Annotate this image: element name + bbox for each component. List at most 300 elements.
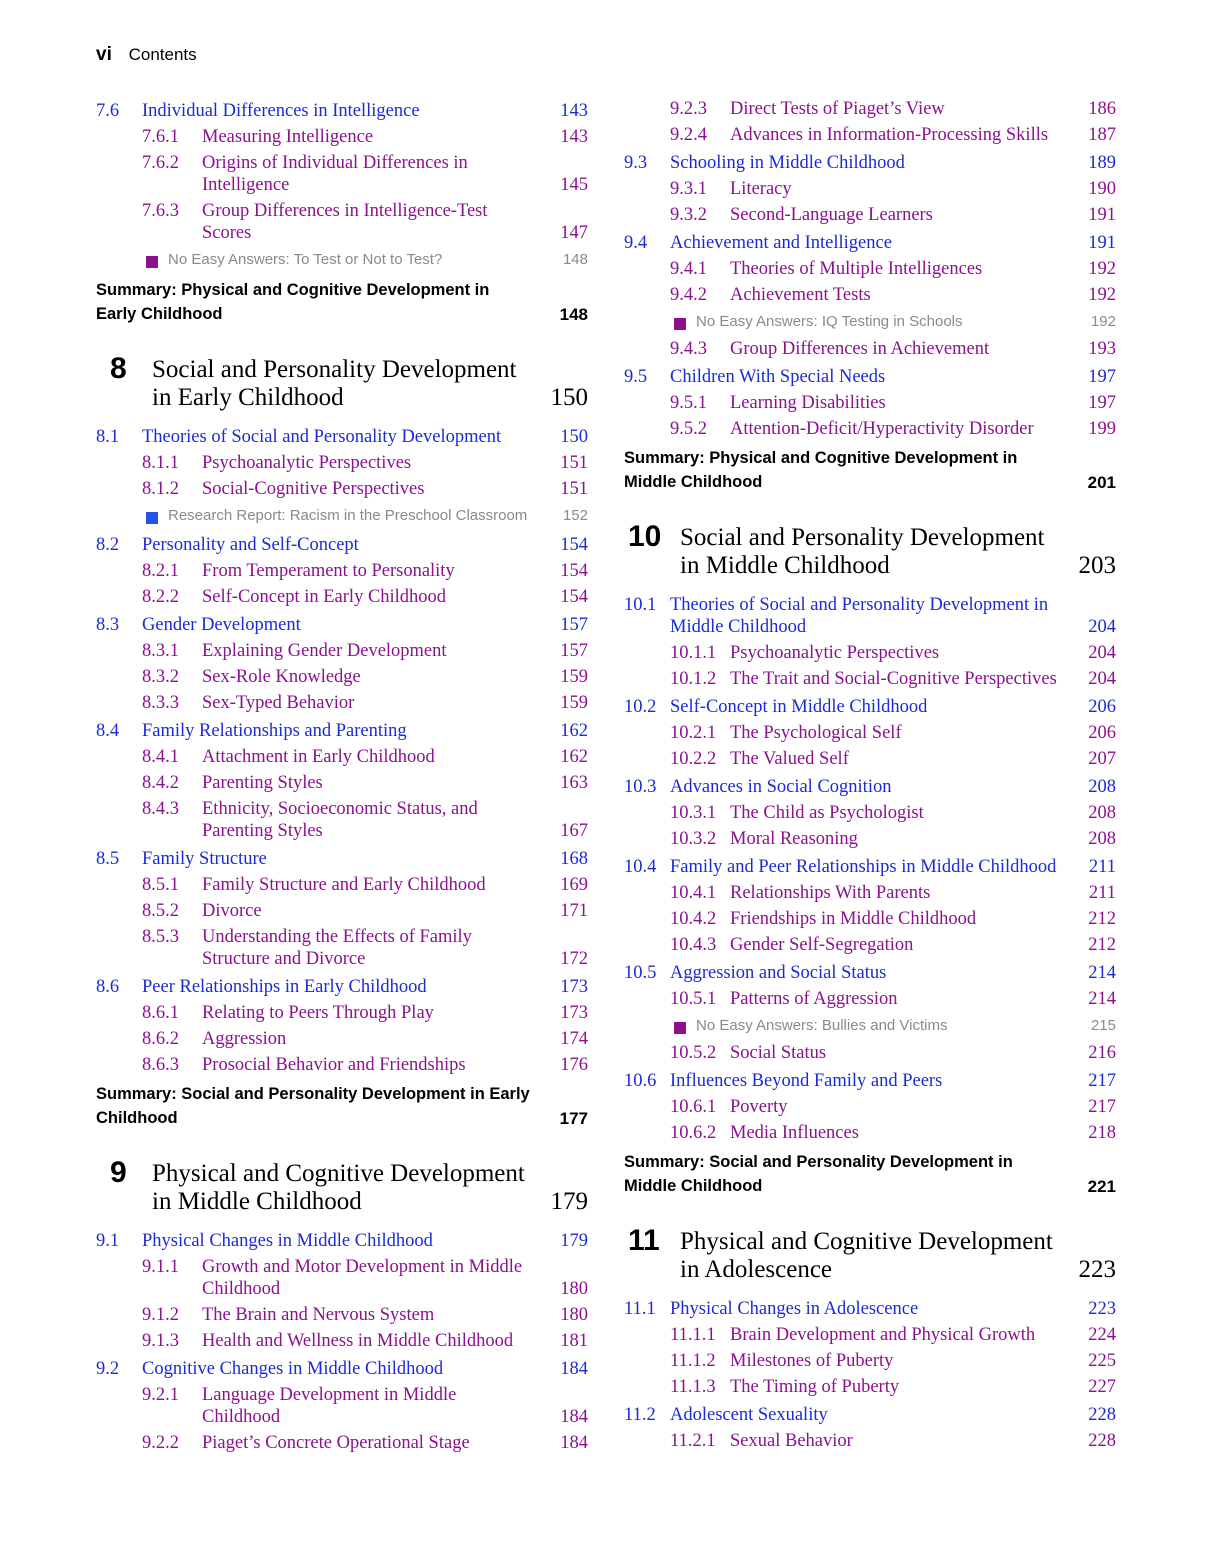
section-title: Self-Concept in Middle Childhood [670, 697, 928, 717]
section-title: Aggression and Social Status [670, 963, 887, 983]
chapter-number: 10 [628, 520, 662, 553]
subsection-number: 8.6.1 [142, 1003, 179, 1023]
subsection-entry[interactable] [624, 416, 1116, 442]
section-entry[interactable] [624, 772, 1116, 800]
section-page: 150 [560, 427, 588, 447]
subsection-title: Self-Concept in Early Childhood [202, 587, 447, 607]
section-number: 10.5 [624, 963, 657, 983]
subsection-entry[interactable] [624, 96, 1116, 122]
subsection-entry[interactable] [96, 924, 588, 972]
subsection-title: Relationships With Parents [730, 883, 931, 903]
section-entry[interactable] [624, 362, 1116, 390]
subsection-entry[interactable] [624, 1348, 1116, 1374]
subsection-page: 174 [560, 1029, 588, 1049]
subsection-title: Attention-Deficit/Hyperactivity Disorder [730, 419, 1034, 439]
square-bullet-icon [146, 256, 158, 268]
section-title: Gender Development [142, 615, 301, 635]
subsection-page: 184 [560, 1433, 588, 1453]
subsection-page: 208 [1088, 829, 1116, 849]
subsection-entry[interactable] [624, 176, 1116, 202]
summary-title: Summary: Physical and Cognitive Development in Early Childhood [96, 281, 490, 323]
summary-page: 221 [1087, 1177, 1116, 1196]
section-title: Theories of Social and Personality Development [142, 427, 502, 447]
section-number: 8.2 [96, 535, 120, 555]
section-page: 204 [1088, 617, 1116, 637]
toc-right-column [624, 96, 1116, 1454]
subsection-page: 143 [560, 127, 588, 147]
subsection-entry[interactable] [624, 720, 1116, 746]
subsection-title: Learning Disabilities [730, 393, 886, 413]
subsection-number: 10.6.2 [670, 1123, 717, 1143]
subsection-number: 10.5.1 [670, 989, 717, 1009]
subsection-page: 191 [1088, 205, 1116, 225]
subsection-title: Sex-Typed Behavior [202, 693, 355, 713]
chapter-title: Social and Personality Development in Early Childhood [152, 356, 517, 411]
section-title: Family Relationships and Parenting [142, 721, 407, 741]
square-bullet-icon [146, 512, 158, 524]
subsection-number: 7.6.3 [142, 201, 179, 221]
subsection-page: 225 [1088, 1351, 1116, 1371]
subsection-title: Advances in Information-Processing Skills [730, 125, 1049, 145]
subsection-title: Language Development in Middle Childhood [202, 1385, 457, 1427]
subsection-page: 180 [560, 1279, 588, 1299]
summary-entry[interactable] [624, 1150, 1116, 1198]
subsection-title: Milestones of Puberty [730, 1351, 894, 1371]
section-entry[interactable] [96, 716, 588, 744]
subsection-entry[interactable] [96, 124, 588, 150]
section-title: Influences Beyond Family and Peers [670, 1071, 943, 1091]
chapter-heading[interactable] [624, 520, 1116, 580]
square-bullet-icon [674, 1022, 686, 1034]
subsection-number: 8.1.2 [142, 479, 179, 499]
subsection-number: 8.3.2 [142, 667, 179, 687]
section-entry[interactable] [624, 692, 1116, 720]
subsection-title: Psychoanalytic Perspectives [730, 643, 940, 663]
subsection-number: 9.2.1 [142, 1385, 179, 1405]
subsection-entry[interactable] [624, 1374, 1116, 1400]
subsection-title: Patterns of Aggression [730, 989, 898, 1009]
subsection-page: 162 [560, 747, 588, 767]
section-entry[interactable] [624, 1294, 1116, 1322]
subsection-title: Group Differences in Intelligence-Test Scores [202, 201, 488, 243]
subsection-number: 8.2.1 [142, 561, 179, 581]
section-title: Individual Differences in Intelligence [142, 101, 420, 121]
subsection-entry[interactable] [624, 1120, 1116, 1146]
section-page: 154 [560, 535, 588, 555]
subsection-entry[interactable] [624, 202, 1116, 228]
summary-page: 177 [559, 1109, 588, 1128]
subsection-entry[interactable] [96, 770, 588, 796]
section-number: 8.3 [96, 615, 120, 635]
subsection-page: 193 [1088, 339, 1116, 359]
subsection-entry[interactable] [624, 640, 1116, 666]
section-entry[interactable] [624, 1400, 1116, 1428]
section-number: 11.1 [624, 1299, 656, 1319]
section-number: 9.3 [624, 153, 648, 173]
subsection-title: Aggression [202, 1029, 287, 1049]
subsection-page: 192 [1088, 285, 1116, 305]
subsection-title: Media Influences [730, 1123, 859, 1143]
subsection-page: 187 [1088, 125, 1116, 145]
section-number: 7.6 [96, 101, 120, 121]
subsection-number: 8.5.3 [142, 927, 179, 947]
section-entry[interactable] [96, 96, 588, 124]
subsection-page: 212 [1088, 909, 1116, 929]
subsection-entry[interactable] [624, 256, 1116, 282]
subsection-page: 169 [560, 875, 588, 895]
subsection-title: Ethnicity, Socioeconomic Status, and Parenting Styles [202, 799, 478, 841]
subsection-entry[interactable] [624, 1040, 1116, 1066]
summary-title: Summary: Social and Personality Development in Early Childhood [96, 1085, 530, 1127]
subsection-number: 10.4.1 [670, 883, 717, 903]
subsection-title: The Brain and Nervous System [202, 1305, 435, 1325]
section-title: Children With Special Needs [670, 367, 886, 387]
subsection-entry[interactable] [624, 1094, 1116, 1120]
subsection-number: 8.6.3 [142, 1055, 179, 1075]
section-title: Schooling in Middle Childhood [670, 153, 905, 173]
chapter-page: 150 [550, 384, 588, 411]
subsection-number: 10.6.1 [670, 1097, 717, 1117]
subsection-number: 10.5.2 [670, 1043, 717, 1063]
section-entry[interactable] [96, 1226, 588, 1254]
subsection-entry[interactable] [96, 1430, 588, 1456]
summary-title: Summary: Social and Personality Development in Middle Childhood [624, 1153, 1013, 1195]
subsection-number: 9.1.3 [142, 1331, 179, 1351]
feature-box-page: 148 [562, 251, 588, 268]
section-title: Physical Changes in Adolescence [670, 1299, 919, 1319]
square-bullet-icon [674, 318, 686, 330]
subsection-entry[interactable] [96, 558, 588, 584]
subsection-title: Relating to Peers Through Play [202, 1003, 434, 1023]
subsection-entry[interactable] [96, 796, 588, 844]
subsection-entry[interactable] [96, 584, 588, 610]
feature-box-entry[interactable] [624, 308, 1116, 336]
subsection-number: 9.2.2 [142, 1433, 179, 1453]
page-header [96, 44, 197, 66]
section-entry[interactable] [624, 228, 1116, 256]
subsection-title: Attachment in Early Childhood [202, 747, 435, 767]
section-number: 10.4 [624, 857, 657, 877]
subsection-entry[interactable] [624, 986, 1116, 1012]
subsection-number: 10.2.2 [670, 749, 717, 769]
subsection-entry[interactable] [624, 282, 1116, 308]
feature-box-page: 152 [562, 507, 588, 524]
chapter-number: 11 [628, 1224, 660, 1257]
summary-page: 148 [559, 305, 588, 324]
section-page: 197 [1088, 367, 1116, 387]
feature-box-page: 192 [1090, 313, 1116, 330]
subsection-number: 10.4.3 [670, 935, 717, 955]
subsection-page: 173 [560, 1003, 588, 1023]
subsection-page: 157 [560, 641, 588, 661]
subsection-number: 9.4.2 [670, 285, 707, 305]
section-page: 191 [1088, 233, 1116, 253]
subsection-title: Prosocial Behavior and Friendships [202, 1055, 466, 1075]
subsection-entry[interactable] [624, 666, 1116, 692]
subsection-number: 9.5.1 [670, 393, 707, 413]
subsection-title: Sexual Behavior [730, 1431, 853, 1451]
section-number: 8.1 [96, 427, 120, 447]
subsection-number: 9.2.3 [670, 99, 707, 119]
feature-box-title: Research Report: Racism in the Preschool Classroom [168, 507, 528, 524]
chapter-number: 9 [110, 1156, 127, 1189]
feature-box-entry[interactable] [624, 1012, 1116, 1040]
subsection-entry[interactable] [624, 336, 1116, 362]
subsection-title: Achievement Tests [730, 285, 871, 305]
subsection-entry[interactable] [624, 1322, 1116, 1348]
subsection-number: 8.3.3 [142, 693, 179, 713]
section-page: 168 [560, 849, 588, 869]
subsection-number: 8.5.1 [142, 875, 179, 895]
subsection-number: 7.6.1 [142, 127, 179, 147]
chapter-page: 223 [1078, 1256, 1116, 1283]
section-entry[interactable] [96, 1354, 588, 1382]
subsection-entry[interactable] [624, 1428, 1116, 1454]
subsection-entry[interactable] [96, 450, 588, 476]
section-number: 10.2 [624, 697, 657, 717]
subsection-page: 151 [560, 453, 588, 473]
summary-entry[interactable] [96, 278, 588, 326]
subsection-title: Parenting Styles [202, 773, 323, 793]
section-title: Personality and Self-Concept [142, 535, 359, 555]
subsection-title: Health and Wellness in Middle Childhood [202, 1331, 514, 1351]
section-page: 211 [1088, 857, 1116, 877]
chapter-page: 179 [550, 1188, 588, 1215]
section-page: 189 [1088, 153, 1116, 173]
summary-entry[interactable] [624, 446, 1116, 494]
subsection-title: Social-Cognitive Perspectives [202, 479, 425, 499]
feature-box-title: No Easy Answers: IQ Testing in Schools [696, 313, 963, 330]
section-entry[interactable] [96, 530, 588, 558]
subsection-entry[interactable] [96, 638, 588, 664]
subsection-page: 171 [560, 901, 588, 921]
subsection-number: 9.4.1 [670, 259, 707, 279]
subsection-entry[interactable] [96, 198, 588, 246]
section-page: 173 [560, 977, 588, 997]
subsection-page: 186 [1088, 99, 1116, 119]
subsection-title: The Child as Psychologist [730, 803, 924, 823]
section-number: 8.5 [96, 849, 120, 869]
section-number: 10.1 [624, 595, 657, 615]
subsection-number: 11.1.3 [670, 1377, 716, 1397]
subsection-page: 159 [560, 667, 588, 687]
subsection-title: Poverty [730, 1097, 788, 1117]
chapter-title: Physical and Cognitive Development in Adolescence [680, 1228, 1053, 1283]
subsection-entry[interactable] [624, 800, 1116, 826]
subsection-page: 228 [1088, 1431, 1116, 1451]
section-entry[interactable] [96, 610, 588, 638]
section-title: Achievement and Intelligence [670, 233, 892, 253]
section-page: 223 [1088, 1299, 1116, 1319]
subsection-page: 167 [560, 821, 588, 841]
feature-box-entry[interactable] [96, 246, 588, 274]
subsection-number: 9.1.2 [142, 1305, 179, 1325]
subsection-page: 197 [1088, 393, 1116, 413]
subsection-entry[interactable] [96, 1000, 588, 1026]
section-entry[interactable] [624, 958, 1116, 986]
subsection-page: 151 [560, 479, 588, 499]
subsection-page: 206 [1088, 723, 1116, 743]
subsection-entry[interactable] [96, 1026, 588, 1052]
subsection-number: 9.5.2 [670, 419, 707, 439]
subsection-page: 176 [560, 1055, 588, 1075]
subsection-title: Growth and Motor Development in Middle Childhood [202, 1257, 523, 1299]
section-title: Theories of Social and Personality Development in Middle Childhood [670, 595, 1049, 637]
section-entry[interactable] [96, 422, 588, 450]
section-entry[interactable] [96, 972, 588, 1000]
section-entry[interactable] [624, 1066, 1116, 1094]
section-entry[interactable] [624, 590, 1116, 640]
subsection-page: 147 [560, 223, 588, 243]
subsection-title: From Temperament to Personality [202, 561, 455, 581]
subsection-number: 7.6.2 [142, 153, 179, 173]
section-entry[interactable] [624, 148, 1116, 176]
section-title: Cognitive Changes in Middle Childhood [142, 1359, 444, 1379]
subsection-title: The Valued Self [730, 749, 849, 769]
subsection-number: 11.1.2 [670, 1351, 716, 1371]
section-page: 143 [560, 101, 588, 121]
subsection-number: 10.3.2 [670, 829, 717, 849]
subsection-entry[interactable] [624, 390, 1116, 416]
section-number: 9.4 [624, 233, 648, 253]
section-title: Advances in Social Cognition [670, 777, 892, 797]
subsection-entry[interactable] [96, 664, 588, 690]
subsection-page: 216 [1088, 1043, 1116, 1063]
section-title: Adolescent Sexuality [670, 1405, 828, 1425]
subsection-entry[interactable] [96, 1052, 588, 1078]
subsection-page: 214 [1088, 989, 1116, 1009]
page-number: vi [96, 44, 112, 65]
subsection-title: Second-Language Learners [730, 205, 933, 225]
subsection-page: 145 [560, 175, 588, 195]
section-page: 217 [1088, 1071, 1116, 1091]
subsection-entry[interactable] [96, 690, 588, 716]
subsection-number: 8.2.2 [142, 587, 179, 607]
chapter-heading[interactable] [96, 1156, 588, 1216]
subsection-page: 154 [560, 587, 588, 607]
summary-title: Summary: Physical and Cognitive Development in Middle Childhood [624, 449, 1018, 491]
subsection-number: 9.4.3 [670, 339, 707, 359]
subsection-title: Sex-Role Knowledge [202, 667, 361, 687]
subsection-page: 208 [1088, 803, 1116, 823]
chapter-heading[interactable] [96, 352, 588, 412]
subsection-number: 11.2.1 [670, 1431, 716, 1451]
subsection-title: The Psychological Self [730, 723, 902, 743]
subsection-number: 8.4.3 [142, 799, 179, 819]
subsection-page: 212 [1088, 935, 1116, 955]
subsection-title: Measuring Intelligence [202, 127, 374, 147]
section-page: 162 [560, 721, 588, 741]
running-head: Contents [128, 45, 197, 64]
chapter-title: Physical and Cognitive Development in Middle Childhood [152, 1160, 525, 1215]
section-number: 8.4 [96, 721, 120, 741]
subsection-entry[interactable] [96, 1302, 588, 1328]
chapter-title: Social and Personality Development in Middle Childhood [680, 524, 1045, 579]
toc-left-column [96, 96, 588, 1456]
subsection-title: Psychoanalytic Perspectives [202, 453, 412, 473]
subsection-number: 10.4.2 [670, 909, 717, 929]
subsection-page: 211 [1088, 883, 1116, 903]
feature-box-title: No Easy Answers: Bullies and Victims [696, 1017, 948, 1034]
subsection-title: Gender Self-Segregation [730, 935, 914, 955]
subsection-entry[interactable] [624, 122, 1116, 148]
subsection-number: 9.2.4 [670, 125, 707, 145]
subsection-entry[interactable] [624, 746, 1116, 772]
feature-box-page: 215 [1090, 1017, 1116, 1034]
subsection-entry[interactable] [624, 932, 1116, 958]
section-page: 184 [560, 1359, 588, 1379]
section-entry[interactable] [624, 852, 1116, 880]
subsection-entry[interactable] [624, 906, 1116, 932]
subsection-number: 9.1.1 [142, 1257, 179, 1277]
subsection-number: 8.4.1 [142, 747, 179, 767]
subsection-number: 11.1.1 [670, 1325, 716, 1345]
subsection-page: 154 [560, 561, 588, 581]
subsection-entry[interactable] [96, 476, 588, 502]
subsection-entry[interactable] [96, 1254, 588, 1302]
subsection-entry[interactable] [96, 872, 588, 898]
feature-box-title: No Easy Answers: To Test or Not to Test? [168, 251, 443, 268]
subsection-title: The Trait and Social-Cognitive Perspectives [730, 669, 1057, 689]
subsection-number: 8.5.2 [142, 901, 179, 921]
section-number: 10.6 [624, 1071, 657, 1091]
section-entry[interactable] [96, 844, 588, 872]
subsection-number: 8.3.1 [142, 641, 179, 661]
subsection-title: Explaining Gender Development [202, 641, 447, 661]
subsection-title: Origins of Individual Differences in Intelligence [202, 153, 468, 195]
section-number: 8.6 [96, 977, 120, 997]
subsection-number: 10.1.2 [670, 669, 717, 689]
subsection-page: 218 [1088, 1123, 1116, 1143]
chapter-heading[interactable] [624, 1224, 1116, 1284]
subsection-page: 181 [560, 1331, 588, 1351]
subsection-entry[interactable] [624, 826, 1116, 852]
subsection-page: 192 [1088, 259, 1116, 279]
subsection-title: Family Structure and Early Childhood [202, 875, 486, 895]
subsection-entry[interactable] [624, 880, 1116, 906]
subsection-title: Understanding the Effects of Family Structure and Divorce [202, 927, 472, 969]
section-title: Family and Peer Relationships in Middle Childhood [670, 857, 1057, 877]
section-number: 11.2 [624, 1405, 656, 1425]
section-page: 228 [1088, 1405, 1116, 1425]
subsection-page: 159 [560, 693, 588, 713]
section-number: 9.5 [624, 367, 648, 387]
section-page: 157 [560, 615, 588, 635]
subsection-entry[interactable] [96, 1328, 588, 1354]
subsection-page: 172 [560, 949, 588, 969]
subsection-entry[interactable] [96, 744, 588, 770]
subsection-title: The Timing of Puberty [730, 1377, 900, 1397]
subsection-number: 8.1.1 [142, 453, 179, 473]
section-title: Peer Relationships in Early Childhood [142, 977, 427, 997]
subsection-page: 180 [560, 1305, 588, 1325]
subsection-title: Literacy [730, 179, 792, 199]
summary-entry[interactable] [96, 1082, 588, 1130]
subsection-title: Moral Reasoning [730, 829, 858, 849]
section-title: Physical Changes in Middle Childhood [142, 1231, 433, 1251]
section-number: 9.2 [96, 1359, 120, 1379]
subsection-page: 207 [1088, 749, 1116, 769]
subsection-title: Theories of Multiple Intelligences [730, 259, 983, 279]
subsection-entry[interactable] [96, 150, 588, 198]
subsection-number: 10.1.1 [670, 643, 717, 663]
subsection-title: Social Status [730, 1043, 827, 1063]
subsection-entry[interactable] [96, 1382, 588, 1430]
subsection-number: 10.3.1 [670, 803, 717, 823]
subsection-entry[interactable] [96, 898, 588, 924]
subsection-page: 217 [1088, 1097, 1116, 1117]
feature-box-entry[interactable] [96, 502, 588, 530]
